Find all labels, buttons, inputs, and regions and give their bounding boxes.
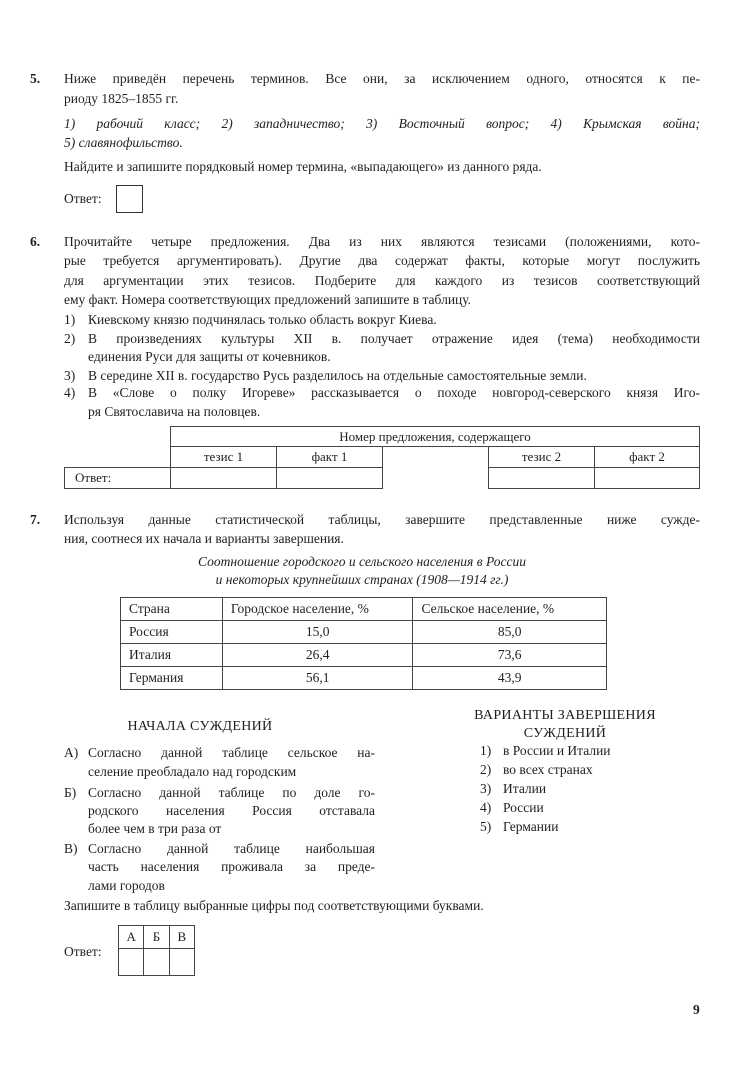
sentence-label: 4)	[64, 385, 76, 400]
beginning-text: селение преобладало над городским	[88, 764, 297, 779]
beginning-text: более чем в три раза от	[88, 821, 222, 836]
answer-column-b: Б	[144, 926, 169, 949]
ending-label: 4)	[480, 800, 492, 815]
question-text-line: для аргументации этих тезисов. Подберите для каждого из тезисов соответствующий	[64, 273, 700, 288]
ending-label: 1)	[480, 743, 492, 758]
beginning-text: часть населения проживала за преде-	[88, 859, 375, 874]
answer-header-row	[119, 926, 195, 949]
table-row	[121, 667, 607, 690]
sentence-text: ря Святославича на половцев.	[88, 404, 261, 419]
answer-label: Ответ:	[64, 191, 102, 206]
ending-text: Германии	[503, 819, 559, 834]
table-title: и некоторых крупнейших странах (1908—1914 гг.)	[215, 572, 509, 587]
beginning-text: родского населения Россия отставала	[88, 803, 375, 818]
answer-cell-v	[169, 949, 194, 976]
question-number: 6.	[30, 234, 41, 249]
question-number: 5.	[30, 71, 41, 86]
endings-heading: СУЖДЕНИЙ	[523, 726, 607, 741]
question-text-line: рые требуется аргументировать). Другие два содержат факты, которые могут послужить	[64, 253, 700, 268]
table-header-row	[121, 598, 607, 621]
sentence-label: 3)	[64, 368, 76, 383]
rural-value-cell: 43,9	[413, 667, 607, 690]
answer-column-v: В	[169, 926, 194, 949]
table-title: Соотношение городского и сельского населения в России	[198, 554, 526, 569]
question-text-line: Ниже приведён перечень терминов. Все они, за исключением одного, относятся к пе-	[64, 71, 700, 86]
rural-value-cell: 85,0	[413, 621, 607, 644]
table-caption-cell: Номер предложения, содержащего	[170, 426, 700, 447]
sentence-label: 1)	[64, 312, 76, 327]
sentence-label: 2)	[64, 331, 76, 346]
sentence-text: Киевскому князю подчинялась только область вокруг Киева.	[88, 312, 437, 327]
ending-text: во всех странах	[503, 762, 593, 777]
sentence-text: В «Слове о полку Игореве» рассказывается о походе новгород-северского князя Иго-	[88, 385, 700, 400]
ending-text: России	[503, 800, 544, 815]
answer-cell-a	[119, 949, 144, 976]
urban-value-cell: 26,4	[222, 644, 413, 667]
question-instruction: Запишите в таблицу выбранные цифры под соответствующими буквами.	[64, 898, 484, 913]
beginnings-heading: НАЧАЛА СУЖДЕНИЙ	[127, 719, 273, 734]
column-header-fact-1: факт 1	[276, 446, 383, 468]
beginning-text: Согласно данной таблице наибольшая	[88, 841, 375, 856]
answer-label: Ответ:	[64, 944, 102, 959]
question-instruction: Найдите и запишите порядковый номер термина, «выпадающего» из данного ряда.	[64, 159, 542, 174]
ending-label: 5)	[480, 819, 492, 834]
question-text-line: риоду 1825–1855 гг.	[64, 91, 179, 106]
header-cell: Сельское население, %	[413, 598, 607, 621]
question-text-line: Используя данные статистической таблицы, завершите представленные ниже сужде-	[64, 512, 700, 527]
ending-label: 3)	[480, 781, 492, 796]
header-cell: Страна	[121, 598, 223, 621]
answer-input-row	[119, 949, 195, 976]
urban-value-cell: 56,1	[222, 667, 413, 690]
answer-cell-fact-2	[594, 467, 700, 489]
terms-list-line: 1) рабочий класс; 2) западничество; 3) Восточный вопрос; 4) Крымская война;	[64, 116, 700, 131]
beginning-label: Б)	[64, 785, 77, 800]
ending-text: Италии	[503, 781, 547, 796]
rural-value-cell: 73,6	[413, 644, 607, 667]
ending-text: в России и Италии	[503, 743, 611, 758]
table-row	[121, 621, 607, 644]
beginning-text: Согласно данной таблице по доле го-	[88, 785, 375, 800]
answer-table	[118, 925, 195, 976]
question-number: 7.	[30, 512, 41, 527]
answer-label: Ответ:	[64, 467, 171, 489]
country-cell: Россия	[121, 621, 223, 644]
answer-column-a: А	[119, 926, 144, 949]
sentence-text: В произведениях культуры XII в. получает отражение идея (тема) необходимости	[88, 331, 700, 346]
country-cell: Германия	[121, 667, 223, 690]
urban-value-cell: 15,0	[222, 621, 413, 644]
statistics-table	[120, 597, 607, 690]
question-text-line: ему факт. Номера соответствующих предложений запишите в таблицу.	[64, 292, 472, 307]
ending-label: 2)	[480, 762, 492, 777]
answer-cell-b	[144, 949, 169, 976]
beginning-text: лами городов	[88, 878, 165, 893]
answer-cell-fact-1	[276, 467, 383, 489]
column-header-fact-2: факт 2	[594, 446, 700, 468]
endings-heading: ВАРИАНТЫ ЗАВЕРШЕНИЯ	[474, 708, 656, 723]
column-header-thesis-2: тезис 2	[488, 446, 595, 468]
beginning-label: В)	[64, 841, 78, 856]
page-number: 9	[693, 1002, 700, 1017]
column-header-thesis-1: тезис 1	[170, 446, 277, 468]
header-cell: Городское население, %	[222, 598, 413, 621]
answer-cell-thesis-2	[488, 467, 595, 489]
beginning-text: Согласно данной таблице сельское на-	[88, 745, 375, 760]
answer-cell-thesis-1	[170, 467, 277, 489]
terms-list-line: 5) славянофильство.	[64, 135, 183, 150]
table-row	[121, 644, 607, 667]
question-text-line: Прочитайте четыре предложения. Два из них являются тезисами (положениями, кото-	[64, 234, 700, 249]
answer-box	[116, 185, 143, 213]
question-text-line: ния, соотнеся их начала и варианты завершения.	[64, 531, 344, 546]
sentence-text: единения Руси для защиты от кочевников.	[88, 349, 331, 364]
sentence-text: В середине XII в. государство Русь разделилось на отдельные самостоятельные земли.	[88, 368, 587, 383]
country-cell: Италия	[121, 644, 223, 667]
beginning-label: А)	[64, 745, 79, 760]
